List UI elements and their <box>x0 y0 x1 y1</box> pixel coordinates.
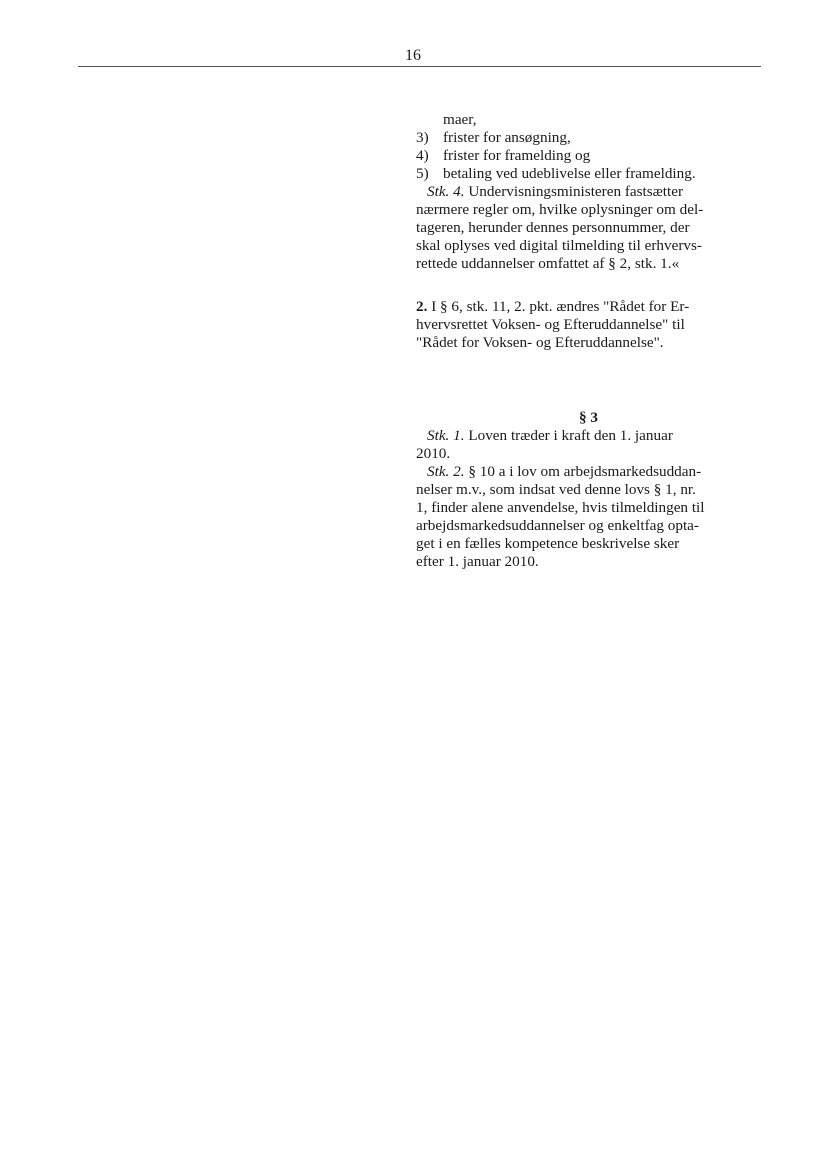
amendment-text: I § 6, stk. 11, 2. pkt. ændres "Rådet for Er- <box>427 298 690 315</box>
amendment-2-paragraph <box>416 298 761 316</box>
stk2-line: efter 1. januar 2010. <box>416 553 539 570</box>
amendment-line: hvervsrettet Voksen- og Efteruddannelse" til <box>416 316 685 333</box>
stk2-line: nelser m.v., som indsat ved denne lovs § 1, nr. <box>416 481 696 498</box>
list-item <box>416 129 761 147</box>
list-continuation-block <box>416 111 761 273</box>
stk2-text: § 10 a i lov om arbejdsmarkedsuddan- <box>464 463 702 480</box>
list-number: 4) <box>416 147 429 164</box>
amendment-number: 2. <box>416 298 428 315</box>
stk2-line: 1, finder alene anvendelse, hvis tilmeldingen til <box>416 499 705 516</box>
list-item <box>416 165 761 183</box>
list-text: frister for ansøgning, <box>443 129 571 146</box>
continued-line: maer, <box>443 111 477 128</box>
list-number: 5) <box>416 165 429 182</box>
stk4-line: skal oplyses ved digital tilmelding til erhvervs- <box>416 237 702 254</box>
list-number: 3) <box>416 129 429 146</box>
stk1-text: Loven træder i kraft den 1. januar <box>464 427 673 444</box>
stk4-line: tageren, herunder dennes personnummer, der <box>416 219 690 236</box>
section-3-block <box>416 409 761 571</box>
header-rule <box>78 66 761 67</box>
stk4-line: nærmere regler om, hvilke oplysninger om del- <box>416 201 704 218</box>
stk2-label: Stk. 2. <box>427 463 465 480</box>
list-item <box>416 147 761 165</box>
amendment-2-block <box>416 298 761 352</box>
stk2-line: arbejdsmarkedsuddannelser og enkeltfag opta- <box>416 517 699 534</box>
page-number: 16 <box>405 47 421 64</box>
section-heading: § 3 <box>579 409 598 426</box>
stk4-label: Stk. 4. <box>427 183 465 200</box>
list-text: betaling ved udeblivelse eller framelding. <box>443 165 696 182</box>
stk4-text: Undervisningsministeren fastsætter <box>464 183 684 200</box>
amendment-line: "Rådet for Voksen- og Efteruddannelse". <box>416 334 664 351</box>
stk1-line: 2010. <box>416 445 451 462</box>
stk2-paragraph <box>416 463 761 481</box>
stk4-paragraph <box>416 183 761 201</box>
list-text: frister for framelding og <box>443 147 591 164</box>
stk1-paragraph <box>416 427 761 445</box>
stk1-label: Stk. 1. <box>427 427 465 444</box>
stk4-line: rettede uddannelser omfattet af § 2, stk. 1.« <box>416 255 680 272</box>
stk2-line: get i en fælles kompetence beskrivelse sker <box>416 535 680 552</box>
